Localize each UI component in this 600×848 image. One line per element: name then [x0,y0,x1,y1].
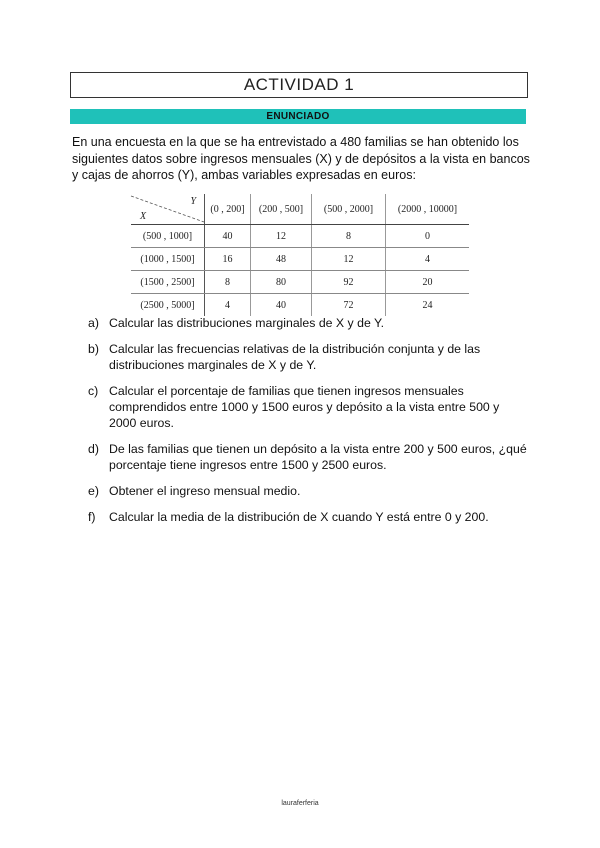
table-row [131,294,469,317]
list-item [88,441,528,473]
table-cell: 80 [251,271,312,294]
list-item [88,383,528,431]
corner-x-label: X [140,211,147,222]
table-cell: 40 [251,294,312,317]
table-row [131,225,469,248]
contingency-table [131,194,469,311]
list-item [88,341,528,373]
table-cell: 4 [386,248,470,271]
list-marker: d) [88,442,99,456]
section-heading: ENUNCIADO [70,109,526,124]
table-row [131,248,469,271]
question-text: Calcular las distribuciones marginales de X y de Y. [109,316,385,330]
intro-paragraph: En una encuesta en la que se ha entrevistado a 480 familias se han obtenido los siguientes datos sobre ingresos mensuales (X) y de depósitos a la vista en bancos y cajas de ahorros (Y), ambas variables expresadas en euros: [72,135,530,182]
table-header-row [131,194,469,225]
table-cell: 48 [251,248,312,271]
table-cell: 72 [312,294,386,317]
column-header: (200 , 500] [251,194,312,225]
table-corner-cell [131,194,205,225]
row-label: (500 , 1000] [131,225,205,248]
list-item [88,483,528,499]
column-header: (0 , 200] [205,194,251,225]
column-header: (500 , 2000] [312,194,386,225]
question-text: Calcular las frecuencias relativas de la distribución conjunta y de las distribuciones marginales de X y de Y. [109,342,481,372]
page-title: ACTIVIDAD 1 [70,72,528,98]
table-cell: 0 [386,225,470,248]
table-cell: 12 [312,248,386,271]
list-marker: f) [88,510,96,524]
column-header: (2000 , 10000] [386,194,470,225]
footer-author: lauraferferia [281,800,319,807]
list-item [88,509,528,525]
list-marker: a) [88,316,99,330]
row-label: (1500 , 2500] [131,271,205,294]
table-cell: 20 [386,271,470,294]
table-cell: 40 [205,225,251,248]
list-marker: e) [88,484,99,498]
corner-y-label: Y [190,196,196,207]
question-text: Calcular la media de la distribución de X cuando Y está entre 0 y 200. [109,510,489,524]
table-row [131,271,469,294]
table-cell: 16 [205,248,251,271]
row-label: (1000 , 1500] [131,248,205,271]
table-cell: 92 [312,271,386,294]
list-marker: b) [88,342,99,356]
question-text: Calcular el porcentaje de familias que tienen ingresos mensuales comprendidos entre 1000 y 1500 euros y depósito a la vista entre 500 y 2000 euros. [109,384,500,430]
table-cell: 4 [205,294,251,317]
question-text: De las familias que tienen un depósito a la vista entre 200 y 500 euros, ¿qué porcentaje tiene ingresos entre 1500 y 2500 euros. [109,442,527,472]
table-cell: 8 [205,271,251,294]
table-cell: 8 [312,225,386,248]
table-cell: 12 [251,225,312,248]
table-cell: 24 [422,299,433,311]
list-marker: c) [88,384,99,398]
list-item [88,315,528,331]
question-text: Obtener el ingreso mensual medio. [109,484,301,498]
row-label: (2500 , 5000] [131,294,205,317]
question-list [88,315,528,535]
